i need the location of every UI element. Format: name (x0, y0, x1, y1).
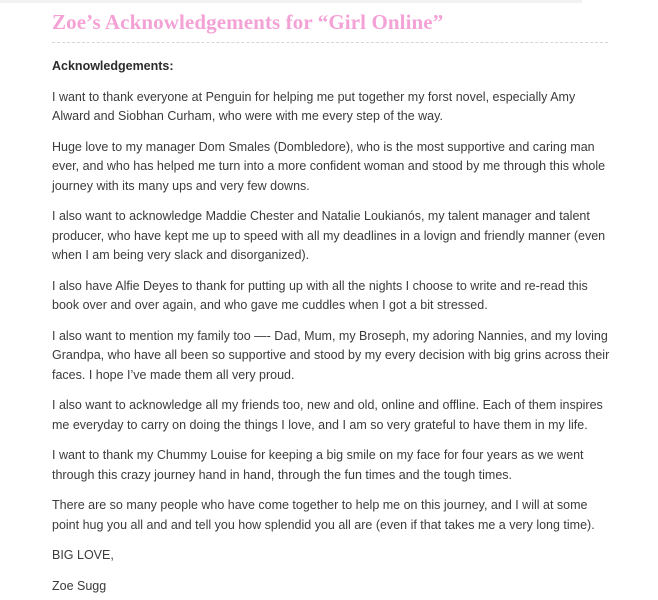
paragraph-manager: Huge love to my manager Dom Smales (Dombledore), who is the most supportive and caring man ever, and who has helped me turn into a more confident woman and stood by me through this whole journey with its many ups and very few downs. (52, 139, 606, 193)
paragraph-family: I also want to mention my family too —- Dad, Mum, my Broseph, my adoring Nannies, and my loving Grandpa, who have all been so supportive and stood by my every decision with big grins across their faces. I hope I’ve made them all very proud. (52, 328, 610, 382)
post-content (52, 57, 612, 596)
paragraph-penguin: I want to thank everyone at Penguin for helping me put together my forst novel, especially Amy Alward and Siobhan Curham, who were with me every step of the way. (52, 89, 576, 123)
post-title: Zoe’s Acknowledgements for “Girl Online” (52, 10, 444, 34)
paragraph-friends: I also want to acknowledge all my friends too, new and old, online and offline. Each of them inspires me everyday to carry on doing the things I love, and I am so very grateful to have them in my life. (52, 398, 603, 432)
title-divider (52, 42, 608, 43)
paragraph-louise: I want to thank my Chummy Louise for keeping a big smile on my face for four years as we went through this crazy journey hand in hand, through the fun times and the tough times. (52, 448, 584, 482)
sign-off: BIG LOVE, (52, 548, 114, 562)
paragraph-alfie: I also have Alfie Deyes to thank for putting up with all the nights I choose to write and re-read this book over and over again, and who gave me cuddles when I got a bit stressed. (52, 278, 588, 312)
author-signature: Zoe Sugg (52, 578, 107, 593)
paragraph-talent-team: I also want to acknowledge Maddie Chester and Natalie Loukianós, my talent manager and talent producer, who have kept me up to speed with all my deadlines in a lovign and friendly manner (even when I am being very slack and disorganized). (52, 209, 606, 262)
acknowledgements-heading: Acknowledgements: (52, 59, 174, 73)
paragraph-everyone: There are so many people who have come together to help me on this journey, and I will at some point hug you all and and tell you how splendid you all are (even if that takes me a very long time). (52, 498, 595, 532)
top-border-strip (0, 0, 582, 3)
